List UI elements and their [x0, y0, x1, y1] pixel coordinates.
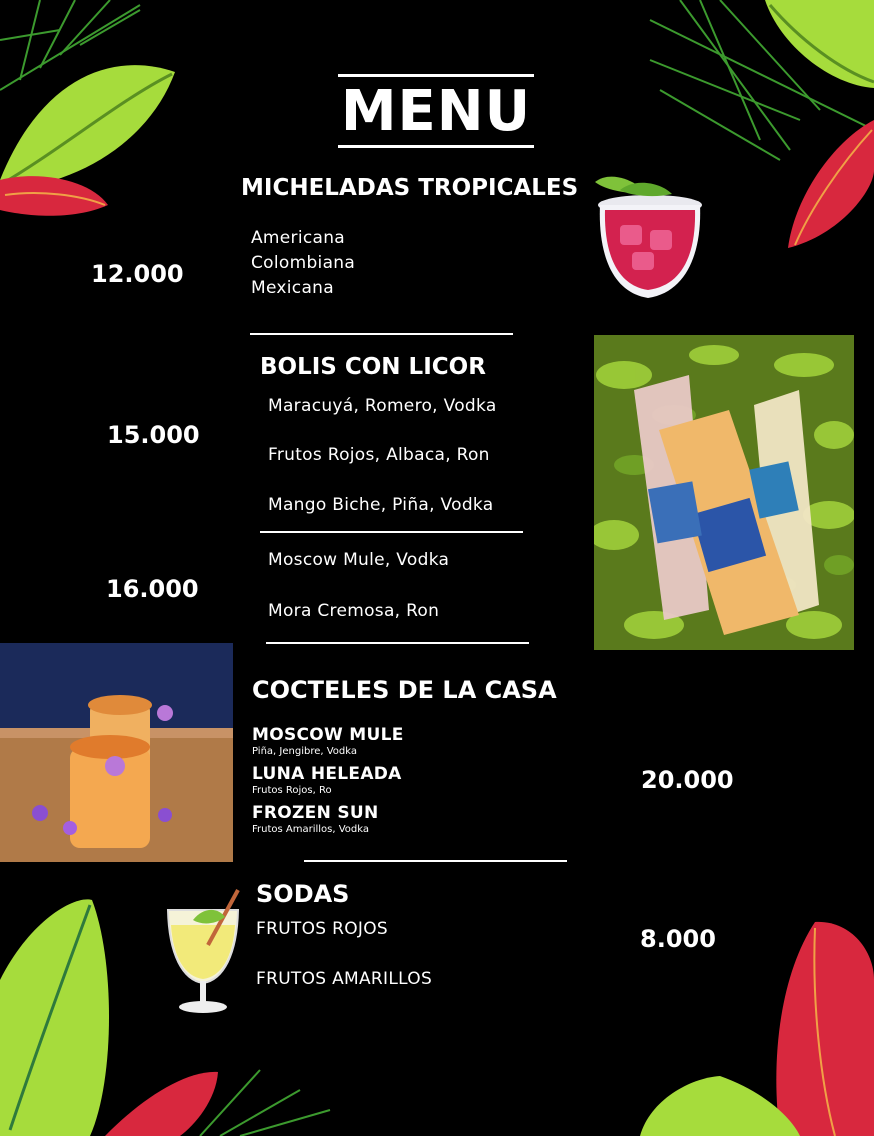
cocktail-description: Frutos Amarillos, Vodka — [252, 824, 370, 835]
menu-item: Colombiana — [251, 253, 356, 273]
cocteles-price: 20.000 — [641, 766, 734, 794]
bolis-price-1: 15.000 — [107, 421, 200, 449]
banana-leaf-bottom-right — [640, 1076, 800, 1136]
menu-item: Mora Cremosa, Ron — [268, 601, 440, 621]
menu-item: FRUTOS AMARILLOS — [256, 969, 433, 989]
cocktail-name: LUNA HELEADA — [252, 764, 402, 784]
michelada-glass-illustration — [590, 170, 710, 305]
sodas-price: 8.000 — [640, 925, 716, 953]
divider — [266, 642, 529, 644]
red-leaf-bottom-right — [776, 922, 874, 1136]
divider — [304, 860, 567, 862]
soda-glass-illustration — [163, 885, 245, 1017]
banana-leaf-bottom-left — [0, 899, 109, 1136]
menu-item: Americana — [251, 228, 346, 248]
menu-item: Mango Biche, Piña, Vodka — [268, 495, 494, 515]
cocktail-description: Piña, Jengibre, Vodka — [252, 746, 357, 757]
menu-item: FRUTOS ROJOS — [256, 919, 388, 939]
red-leaf-bottom-left — [105, 1072, 218, 1136]
bolis-heading: BOLIS CON LICOR — [260, 354, 486, 380]
menu-item: Mexicana — [251, 278, 334, 298]
cocteles-heading: COCTELES DE LA CASA — [252, 676, 557, 704]
cocktail-name: FROZEN SUN — [252, 803, 379, 823]
sodas-heading: SODAS — [256, 880, 350, 908]
cocktail-name: MOSCOW MULE — [252, 725, 404, 745]
title-rule-bottom — [338, 145, 534, 148]
menu-item: Frutos Rojos, Albaca, Ron — [268, 445, 490, 465]
cocktail-description: Frutos Rojos, Ro — [252, 785, 332, 796]
red-leaf-top-right — [788, 120, 874, 248]
menu-title: MENU — [340, 79, 532, 144]
menu-item: Maracuyá, Romero, Vodka — [268, 396, 497, 416]
micheladas-heading: MICHELADAS TROPICALES — [241, 175, 579, 201]
bolis-price-2: 16.000 — [106, 575, 199, 603]
divider — [250, 333, 513, 335]
red-leaf-top-left — [0, 176, 108, 216]
menu-title-box — [338, 74, 534, 148]
palm-frond-bottom-left — [200, 1070, 330, 1136]
title-rule-top — [338, 74, 534, 77]
menu-item: Moscow Mule, Vodka — [268, 550, 450, 570]
cocteles-photo — [0, 643, 233, 862]
divider — [260, 531, 523, 533]
bolis-photo — [594, 335, 854, 650]
micheladas-price: 12.000 — [91, 260, 184, 288]
